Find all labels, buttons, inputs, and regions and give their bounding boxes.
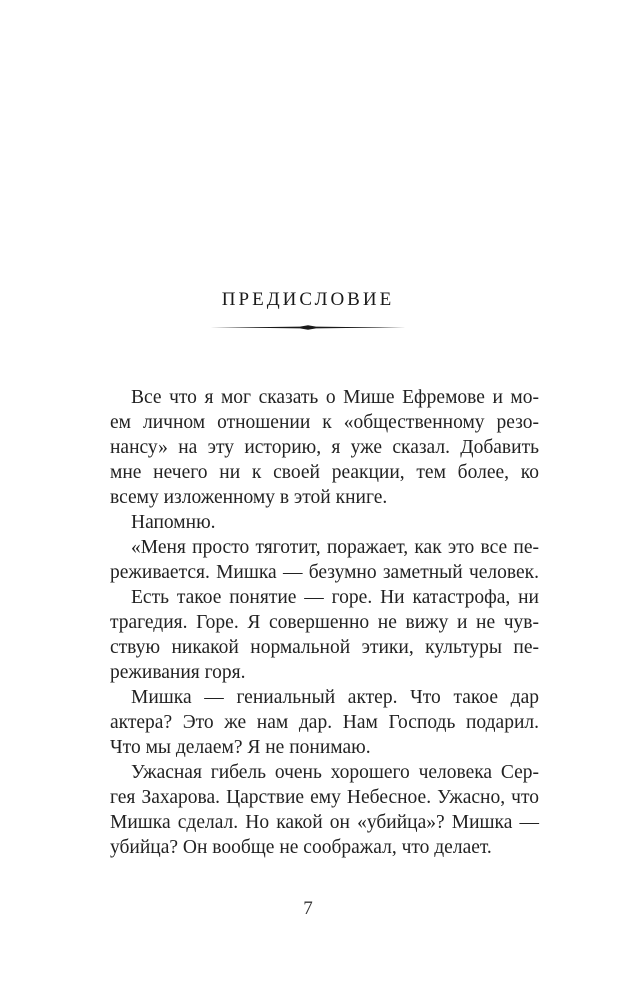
text-line: всему изложенному в этой книге. bbox=[110, 487, 388, 508]
paragraph bbox=[89, 585, 539, 685]
page-number: 7 bbox=[303, 898, 313, 919]
paragraph bbox=[89, 685, 539, 760]
ornamental-divider-icon bbox=[210, 325, 406, 330]
chapter-heading bbox=[0, 286, 616, 312]
text-line: Ужасная гибель очень хорошего человека Сер- bbox=[131, 762, 539, 783]
text-line: мне нечего ни к своей реакции, тем более, ко bbox=[110, 462, 539, 483]
paragraph bbox=[89, 760, 539, 860]
text-line: нансу» на эту историю, я уже сказал. Добавить bbox=[110, 437, 539, 458]
text-line: «Меня просто тяготит, поражает, как это все пе- bbox=[131, 537, 539, 558]
body-text bbox=[89, 385, 539, 860]
text-line: ствую никакой нормальной этики, культуры пе- bbox=[110, 637, 539, 658]
text-line: реживания горя. bbox=[110, 662, 246, 683]
text-line: актера? Это же нам дар. Нам Господь подарил. bbox=[110, 712, 539, 733]
text-line: Напомню. bbox=[131, 512, 216, 533]
text-line: Что мы делаем? Я не понимаю. bbox=[110, 737, 371, 758]
paragraph bbox=[89, 385, 539, 510]
text-line: гея Захарова. Царствие ему Небесное. Ужасно, что bbox=[110, 787, 539, 808]
text-line: убийца? Он вообще не соображал, что делает. bbox=[110, 837, 492, 858]
text-line: ем личном отношении к «общественному резо- bbox=[110, 412, 539, 433]
text-line: Мишка — гениальный актер. Что такое дар bbox=[131, 687, 539, 708]
text-line: Все что я мог сказать о Мише Ефремове и мо- bbox=[131, 387, 539, 408]
paragraph bbox=[89, 535, 539, 585]
text-line: Мишка сделал. Но какой он «убийца»? Мишка — bbox=[110, 812, 539, 833]
text-line: реживается. Мишка — безумно заметный человек. bbox=[110, 562, 539, 583]
text-line: трагедия. Горе. Я совершенно не вижу и не чув- bbox=[110, 612, 539, 633]
chapter-title: ПРЕДИСЛОВИЕ bbox=[221, 289, 395, 310]
text-line: Есть такое понятие — горе. Ни катастрофа, ни bbox=[131, 587, 539, 608]
paragraph bbox=[89, 510, 539, 535]
